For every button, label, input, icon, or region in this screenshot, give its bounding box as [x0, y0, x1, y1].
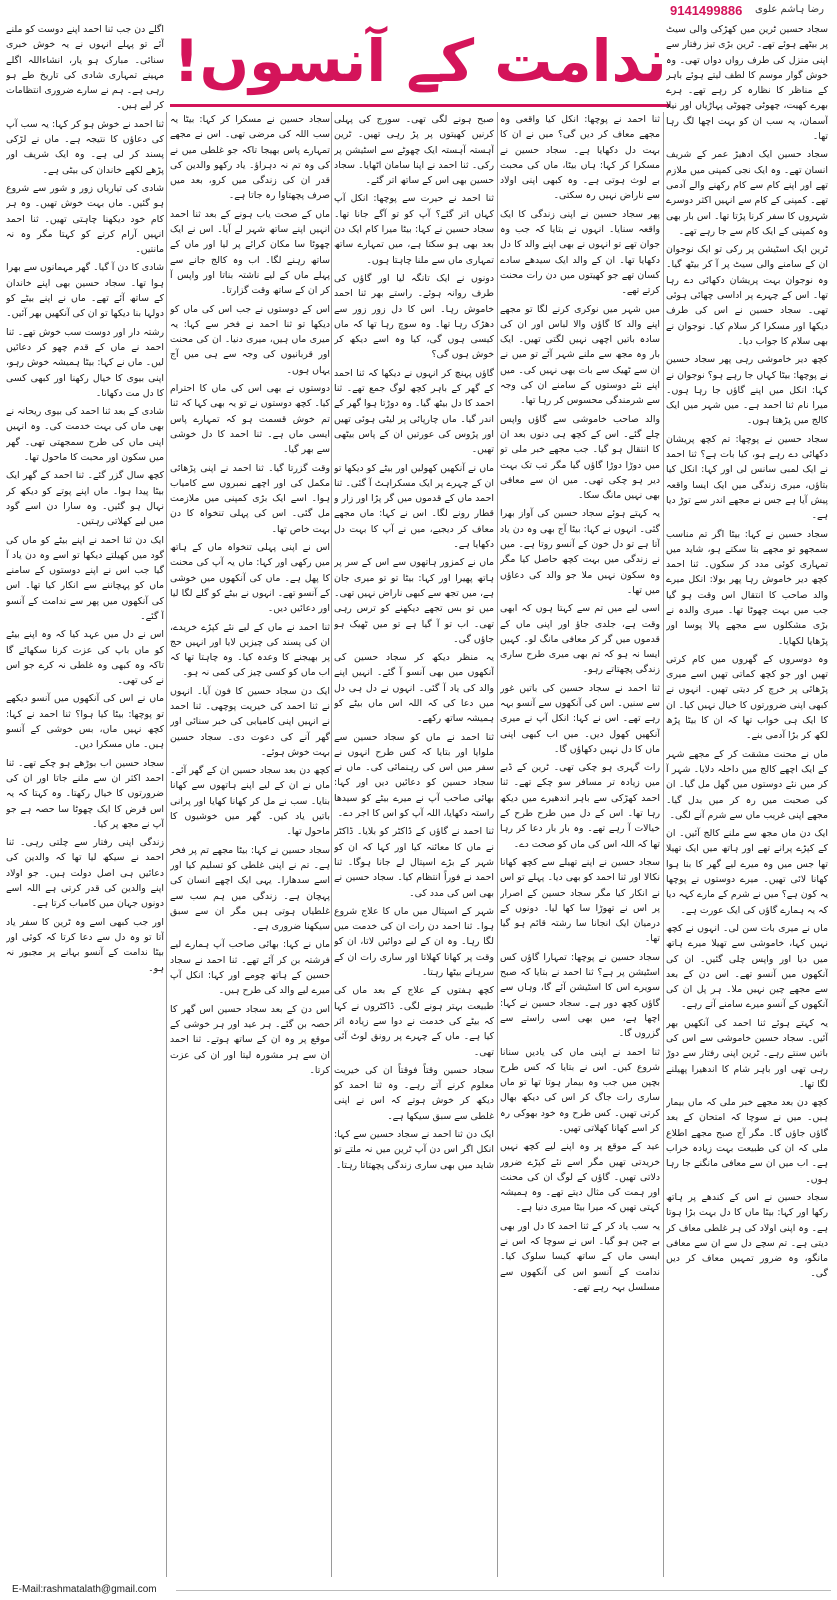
paragraph: دونوں نے ایک تانگہ لیا اور گاؤں کی طرف روانہ ہوئے۔ راستے بھر ثنا احمد خاموش رہا۔ اس کا دل زور زور سے دھڑک رہا تھا۔ وہ سوچ رہا تھا کہ ماں کیسی ہوں گی، کیا وہ اسے دیکھ کر خوش ہوں گی؟: [334, 272, 494, 361]
paragraph: سجاد حسین نے کہا: بیٹا اگر تم مناسب سمجھو تو مجھے بتا سکتے ہو، شاید میں تمہاری کوئی مدد کر سکوں۔ ثنا احمد کچھ دیر خاموش رہا پھر بولا: انکل میرے والد صاحب کا انتقال اس وقت ہو گیا جب میں بہت چھوٹا تھا۔ میری والدہ نے بڑی مشکلوں سے مجھے پالا پوسا اور پڑھایا لکھایا۔: [666, 528, 828, 647]
column-divider: [663, 112, 664, 1577]
paragraph: دوستوں نے بھی اس کی ماں کا احترام کیا۔ کچھ دوستوں نے تو یہ بھی کہا کہ ثنا تم خوش قسمت ہو کہ تمہارے پاس ایسی ماں ہے۔ ثنا احمد کا دل خوشی سے بھر گیا۔: [170, 383, 330, 456]
paragraph: ثنا احمد نے گاؤں کے ڈاکٹر کو بلایا۔ ڈاکٹر نے ماں کا معائنہ کیا اور کہا کہ ان کو شہر کے بڑے اسپتال لے جانا ہوگا۔ ثنا احمد نے فوراً انتظام کیا۔ سجاد حسین نے بھی اس کی مدد کی۔: [334, 826, 494, 899]
paragraph: اسی لیے میں تم سے کہتا ہوں کہ ابھی وقت ہے، جلدی جاؤ اور اپنی ماں کے قدموں میں گر کر معافی مانگ لو۔ کہیں ایسا نہ ہو کہ تم بھی میری طرح ساری زندگی پچھتاتے رہو۔: [500, 603, 660, 676]
paragraph: ماں نے کمزور ہاتھوں سے اس کے سر پر ہاتھ پھیرا اور کہا: بیٹا تو تو میری جان ہے، میں تجھ سے کبھی ناراض نہیں تھی۔ میں تو بس تجھے دیکھنے کو ترس رہی تھی۔ اب تو آ گیا ہے تو میں ٹھیک ہو جاؤں گی۔: [334, 557, 494, 645]
paragraph: ایک دن ماں مجھ سے ملنے کالج آئیں۔ ان کے کپڑے پرانے تھے اور ہاتھ میں ایک تھیلا تھا جس میں وہ میرے لیے گھر کا بنا ہوا کھانا لائی تھیں۔ میرے دوستوں نے پوچھا یہ کون ہے؟ میں نے شرم کے مارے کہہ دیا کہ یہ ہمارے گاؤں کی ایک عورت ہے۔: [666, 828, 828, 916]
paragraph: گاؤں پہنچ کر انہوں نے دیکھا کہ ثنا احمد کے گھر کے باہر کچھ لوگ جمع تھے۔ ثنا احمد کا دل بیٹھ گیا۔ وہ دوڑتا ہوا گھر کے اندر گیا۔ ماں چارپائی پر لیٹی ہوئی تھیں اور پڑوس کی عورتیں ان کے پاس بیٹھی تھیں۔: [334, 367, 494, 456]
paragraph: وقت گزرتا گیا۔ ثنا احمد نے اپنی پڑھائی مکمل کی اور اچھے نمبروں سے کامیاب ہوا۔ اسے ایک بڑی کمپنی میں ملازمت مل گئی۔ اس کی پہلی تنخواہ کا دن بہت خاص تھا۔: [170, 462, 330, 535]
column-divider: [497, 112, 498, 1577]
paragraph: ماں نے میری بات سن لی۔ انہوں نے کچھ نہیں کہا، خاموشی سے تھیلا میرے ہاتھ میں دیا اور واپس چلی گئیں۔ ان کی آنکھوں میں آنسو تھے۔ اس دن کے بعد سے مجھے چین نہیں ملا۔ ہر پل ان کی آنکھوں کے آنسو میرے سامنے آتے رہے۔: [666, 922, 828, 1011]
paragraph: یہ منظر دیکھ کر سجاد حسین کی آنکھوں میں بھی آنسو آ گئے۔ انہیں اپنے والد کی یاد آ گئی۔ انہوں نے دل ہی دل میں دعا کی کہ اللہ اس ماں بیٹے کو ہمیشہ ساتھ رکھے۔: [334, 652, 494, 725]
paragraph: یہ کہتے ہوئے سجاد حسین کی آواز بھرا گئی۔ انہوں نے کہا: بیٹا آج بھی وہ دن یاد آتا ہے تو دل خون کے آنسو روتا ہے۔ میں نے زندگی میں بہت کچھ حاصل کیا مگر وہ سکون نہیں ملا جو والد کی دعاؤں میں تھا۔: [500, 508, 660, 596]
paragraph: یہ سب یاد کر کے ثنا احمد کا دل اور بھی بے چین ہو گیا۔ اس نے سوچا کہ اس نے ایسی ماں کے ساتھ کیسا سلوک کیا۔ ندامت کے آنسو اس کی آنکھوں سے مسلسل بہہ رہے تھے۔: [500, 1220, 660, 1293]
paragraph: ثنا احمد نے خوش ہو کر کہا: یہ سب آپ کی دعاؤں کا نتیجہ ہے۔ ماں نے لڑکی پسند کر لی ہے۔ وہ ایک شریف اور پڑھے لکھے خاندان کی بیٹی ہے۔: [6, 118, 164, 176]
paragraph: کچھ سال گزر گئے۔ ثنا احمد کے گھر ایک بیٹا پیدا ہوا۔ ماں اپنے پوتے کو دیکھ کر نہال ہو گئیں۔ وہ سارا دن اسے گود میں لیے کھلاتی رہتیں۔: [6, 470, 164, 528]
paragraph: میں شہر میں نوکری کرنے لگا تو مجھے اپنے والد کا گاؤں والا لباس اور ان کی سادہ باتیں اچھی نہیں لگتی تھیں۔ ایک بار وہ مجھ سے ملنے شہر آئے تو میں نے ان سے ٹھیک سے بات بھی نہیں کی۔ میں اپنے نئے دوستوں کے سامنے ان کی وجہ سے شرمندگی محسوس کر رہا تھا۔: [500, 303, 660, 407]
paragraph: ماں نے محنت مشقت کر کے مجھے شہر کے ایک اچھے کالج میں داخلہ دلایا۔ شہر آ کر میں نئے دوستوں میں گھل مل گیا۔ ان کی صحبت میں رہ کر میں بدل گیا۔ مجھے اپنی غریب ماں سے شرم آنے لگی۔: [666, 748, 828, 821]
paragraph: ثنا احمد نے ماں کو سجاد حسین سے ملوایا اور بتایا کہ کس طرح انہوں نے سفر میں اس کی رہنمائی کی۔ ماں نے سجاد حسین کو دعائیں دیں اور کہا: بھائی صاحب آپ نے میرے بیٹے کو سیدھا راستہ دکھایا، اللہ آپ کو اس کا اجر دے۔: [334, 731, 494, 820]
paragraph: ماں نے کہا: بھائی صاحب آپ ہمارے لیے فرشتہ بن کر آئے تھے۔ ثنا احمد نے سجاد حسین کے ہاتھ چومے اور کہا: انکل آپ میرے لیے والد کی طرح ہیں۔: [170, 939, 330, 997]
column-divider: [331, 112, 332, 1577]
text-column-3: [334, 112, 494, 1577]
paragraph: شادی کی تیاریاں زور و شور سے شروع ہو گئیں۔ ماں بہت خوش تھیں۔ وہ ہر کام خود دیکھنا چاہتی تھیں۔ ثنا احمد انہیں آرام کرنے کو کہتا مگر وہ نہ مانتیں۔: [6, 182, 164, 256]
text-column-1: [666, 22, 828, 1577]
text-column-2: [500, 112, 660, 1577]
paragraph: ماں نے آنکھیں کھولیں اور بیٹے کو دیکھا تو ان کے چہرے پر ایک مسکراہٹ آ گئی۔ ثنا احمد ماں کے قدموں میں گر پڑا اور زار و قطار رونے لگا۔ اس نے کہا: ماں مجھے معاف کر دیجیے، میں نے آپ کا بہت دل دکھایا ہے۔: [334, 462, 494, 551]
paragraph: سجاد حسین نے اس کے کندھے پر ہاتھ رکھا اور کہا: بیٹا ماں کا دل بہت بڑا ہوتا ہے۔ وہ اپنی اولاد کی ہر غلطی معاف کر دیتی ہے۔ تم سچے دل سے ان سے معافی مانگو، وہ ضرور تمہیں معاف کر دیں گی۔: [666, 1191, 828, 1280]
paragraph: کچھ دیر خاموشی رہی پھر سجاد حسین نے پوچھا: بیٹا کہاں جا رہے ہو؟ نوجوان نے کہا: انکل میں اپنے گاؤں جا رہا ہوں۔ میرا نام ثنا احمد ہے۔ میں شہر میں ایک کالج میں پڑھتا ہوں۔: [666, 354, 828, 427]
paragraph: پھر سجاد حسین نے اپنی زندگی کا ایک واقعہ سنایا۔ انہوں نے بتایا کہ جب وہ جوان تھے تو انہوں نے بھی اپنے والد کا دل دکھایا تھا۔ ان کے والد ایک سیدھے سادے کسان تھے جو کھیتوں میں دن رات محنت کرتے تھے۔: [500, 208, 660, 297]
paragraph: کچھ دن بعد مجھے خبر ملی کہ ماں بیمار ہیں۔ میں نے سوچا کہ امتحان کے بعد گاؤں جاؤں گا۔ مگر آج صبح مجھے اطلاع ملی کہ ان کی طبیعت بہت زیادہ خراب ہے۔ اب میں ان سے معافی مانگنے جا رہا ہوں۔: [666, 1097, 828, 1185]
paragraph: سجاد حسین نے اپنے تھیلے سے کچھ کھانا نکالا اور ثنا احمد کو بھی دیا۔ پہلے تو اس نے انکار کیا مگر سجاد حسین کے اصرار پر اس نے تھوڑا سا کھا لیا۔ دونوں کے درمیان ایک انجانا سا رشتہ قائم ہو گیا تھا۔: [500, 856, 660, 945]
paragraph: رات گہری ہو چکی تھی۔ ٹرین کے ڈبے میں زیادہ تر مسافر سو چکے تھے۔ ثنا احمد کھڑکی سے باہر اندھیرے میں دیکھ رہا تھا۔ اس کے دل میں طرح طرح کے خیالات آ رہے تھے۔ وہ بار بار دعا کر رہا تھا کہ اللہ اس کی ماں کو صحت دے۔: [500, 762, 660, 850]
paragraph: کچھ ہفتوں کے علاج کے بعد ماں کی طبیعت بہتر ہونے لگی۔ ڈاکٹروں نے کہا کہ بیٹے کی خدمت نے دوا سے زیادہ اثر کیا ہے۔ ماں کے چہرے پر رونق لوٹ آئی تھی۔: [334, 985, 494, 1058]
text-column-5: [6, 22, 164, 1577]
footer-rule: [176, 1590, 831, 1591]
paragraph: ٹرین ایک اسٹیشن پر رکی تو ایک نوجوان ان کے سامنے والی سیٹ پر آ کر بیٹھ گیا۔ وہ نوجوان بہت پریشان دکھائی دے رہا تھا۔ اس کے چہرے پر اداسی چھائی ہوئی تھی۔ سجاد حسین نے اس کی طرف دیکھا اور مسکرا کر سلام کیا۔ نوجوان نے بھی سلام کا جواب دیا۔: [666, 244, 828, 347]
paragraph: ماں کے صحت یاب ہونے کے بعد ثنا احمد انہیں اپنے ساتھ شہر لے آیا۔ اس نے ایک چھوٹا سا مکان کرائے پر لیا اور ماں کے ساتھ رہنے لگا۔ اب وہ کالج جانے سے پہلے ماں کے لیے ناشتہ بناتا اور واپس آ کر ان کے ساتھ وقت گزارتا۔: [170, 208, 330, 297]
paragraph: صبح ہونے لگی تھی۔ سورج کی پہلی کرنیں کھیتوں پر پڑ رہی تھیں۔ ٹرین آہستہ آہستہ ایک چھوٹے سے اسٹیشن پر رکی۔ ثنا احمد نے اپنا سامان اٹھایا۔ سجاد حسین بھی اس کے ساتھ اتر گئے۔: [334, 114, 494, 187]
story-title: ندامت کے آنسوں!: [173, 27, 667, 95]
page-footer: [6, 1582, 831, 1600]
paragraph: عید کے موقع پر وہ اپنے لیے کچھ نہیں خریدتی تھیں مگر اسے نئے کپڑے ضرور دلاتی تھیں۔ گاؤں کے لوگ ان کی محنت اور ہمت کی مثال دیتے تھے۔ وہ ہمیشہ کہتی تھیں کہ میرا بیٹا میری دنیا ہے۔: [500, 1141, 660, 1214]
paragraph: ایک دن سجاد حسین کا فون آیا۔ انہوں نے ثنا احمد کی خیریت پوچھی۔ ثنا احمد نے انہیں اپنی کامیابی کی خبر سنائی اور گھر آنے کی دعوت دی۔ سجاد حسین بہت خوش ہوئے۔: [170, 685, 330, 758]
paragraph: ثنا احمد نے حیرت سے پوچھا: انکل آپ کہاں اتر گئے؟ آپ کو تو آگے جانا تھا۔ سجاد حسین نے کہا: بیٹا میرا کام ایک دن بعد بھی ہو سکتا ہے، میں تمہارے ساتھ تمہاری ماں سے ملنا چاہتا ہوں۔: [334, 193, 494, 266]
paragraph: اس کے دوستوں نے جب اس کی ماں کو دیکھا تو ثنا احمد نے فخر سے کہا: یہ میری ماں ہیں، میری دنیا۔ ان کی محنت اور قربانیوں کی وجہ سے ہی میں آج یہاں ہوں۔: [170, 303, 330, 376]
text-column-4: [170, 112, 330, 1577]
paragraph: اگلے دن جب ثنا احمد اپنے دوست کو ملنے آئے تو پہلے انہوں نے یہ خوش خبری سنائی۔ مبارک ہو یار، انشاءاللہ اگلے مہینے تمہاری شادی کی تاریخ طے ہو رہی ہے۔ ہم نے سارے ضروری انتظامات کر لیے ہیں۔: [6, 24, 164, 112]
paragraph: والد صاحب خاموشی سے گاؤں واپس چلے گئے۔ اس کے کچھ ہی دنوں بعد ان کا انتقال ہو گیا۔ جب مجھے خبر ملی تو میں دوڑا دوڑا گاؤں گیا مگر تب تک بہت دیر ہو چکی تھی۔ میں ان سے معافی بھی نہیں مانگ سکا۔: [500, 413, 660, 502]
paragraph: ماں نے اس کی آنکھوں میں آنسو دیکھے تو پوچھا: بیٹا کیا ہوا؟ ثنا احمد نے کہا: کچھ نہیں ماں، بس خوشی کے آنسو ہیں۔ ماں مسکرا دیں۔: [6, 693, 164, 751]
paragraph: اور جب کبھی اسے وہ ٹرین کا سفر یاد آتا تو وہ دل سے دعا کرتا کہ کوئی اور بیٹا ندامت کے آنسو بہانے پر مجبور نہ ہو۔: [6, 916, 164, 974]
paragraph: سجاد حسین ٹرین میں کھڑکی والی سیٹ پر بیٹھے ہوئے تھے۔ ٹرین بڑی تیز رفتار سے اپنی منزل کی طرف رواں دواں تھی۔ وہ خوش گوار موسم کا لطف لیتے ہوئے باہر کے مناظر کا نظارہ کر رہے تھے۔ ہرے بھرے کھیت، چھوٹی چھوٹی پہاڑیاں اور نیلا آسمان، یہ سب ان کو بہت اچھا لگ رہا تھا۔: [666, 24, 828, 143]
paragraph: ثنا احمد نے سجاد حسین کی باتیں غور سے سنیں۔ اس کی آنکھوں سے آنسو بہہ رہے تھے۔ اس نے کہا: انکل آپ نے میری آنکھیں کھول دیں۔ میں اب کبھی اپنی ماں کا دل نہیں دکھاؤں گا۔: [500, 682, 660, 755]
paragraph: زندگی اپنی رفتار سے چلتی رہی۔ ثنا احمد نے سیکھ لیا تھا کہ والدین کی دعائیں ہی اصل دولت ہیں۔ جو اولاد اپنے والدین کی قدر کرتی ہے اللہ اسے دونوں جہان میں کامیاب کرتا ہے۔: [6, 837, 164, 910]
paragraph: سجاد حسین ایک ادھیڑ عمر کے شریف انسان تھے۔ وہ ایک نجی کمپنی میں ملازم تھے اور اپنے کام سے کام رکھنے والے آدمی تھے۔ کمپنی کے کام سے انہیں اکثر دوسرے شہروں کا سفر کرنا پڑتا تھا۔ اس بار بھی وہ کمپنی کے ایک کام سے جا رہے تھے۔: [666, 149, 828, 237]
paragraph: یہ کہتے ہوئے ثنا احمد کی آنکھیں بھر آئیں۔ سجاد حسین خاموشی سے اس کی باتیں سنتے رہے۔ ٹرین اپنی رفتار سے دوڑ رہی تھی اور باہر شام کا اندھیرا پھیلنے لگا تھا۔: [666, 1017, 828, 1090]
paragraph: اس دن کے بعد سجاد حسین اس گھر کا حصہ بن گئے۔ ہر عید اور ہر خوشی کے موقع پر وہ ان کے ساتھ ہوتے۔ ثنا احمد ان سے ہر مشورہ لیتا اور ان کی عزت کرتا۔: [170, 1003, 330, 1076]
column-divider: [166, 112, 167, 1577]
author-byline: رضا ہاشم علوی: [755, 4, 824, 15]
paragraph: سجاد حسین اب بوڑھے ہو چکے تھے۔ ثنا احمد اکثر ان سے ملنے جاتا اور ان کی ضرورتوں کا خیال رکھتا۔ وہ کہتا کہ یہ اس قرض کا ایک چھوٹا سا حصہ ہے جو آپ نے مجھ پر کیا۔: [6, 757, 164, 830]
paragraph: کچھ دن بعد سجاد حسین ان کے گھر آئے۔ ماں نے ان کے لیے اپنے ہاتھوں سے کھانا بنایا۔ سب نے مل کر کھانا کھایا اور پرانی باتیں یاد کیں۔ گھر میں خوشیوں کا ماحول تھا۔: [170, 765, 330, 838]
paragraph: اس نے اپنی پہلی تنخواہ ماں کے ہاتھ میں رکھی اور کہا: ماں یہ آپ کی محنت کا پھل ہے۔ ماں کی آنکھوں میں خوشی کے آنسو تھے۔ انہوں نے بیٹے کو گلے لگا لیا اور دعائیں دیں۔: [170, 542, 330, 615]
paragraph: سجاد حسین وقتاً فوقتاً ان کی خیریت معلوم کرنے آتے رہے۔ وہ ثنا احمد کو دیکھ کر خوش ہوتے کہ اس نے اپنی غلطی سے سبق سیکھا ہے۔: [334, 1064, 494, 1122]
paragraph: سجاد حسین نے پوچھا: تمہارا گاؤں کس اسٹیشن پر ہے؟ ثنا احمد نے بتایا کہ صبح سویرے اس کا اسٹیشن آئے گا، وہاں سے گاؤں کچھ دور ہے۔ سجاد حسین نے کہا: اچھا ہے، میں بھی اسی راستے سے گزروں گا۔: [500, 951, 660, 1040]
paragraph: ثنا احمد نے پوچھا: انکل کیا واقعی وہ مجھے معاف کر دیں گی؟ میں نے ان کا بہت دل دکھایا ہے۔ سجاد حسین نے مسکرا کر کہا: ہاں بیٹا، ماں کی محبت بے لوث ہوتی ہے۔ وہ کبھی اپنی اولاد سے ناراض نہیں رہ سکتی۔: [500, 114, 660, 202]
contact-email[interactable]: E-Mail:rashmatalath@gmail.com: [12, 1584, 157, 1595]
paragraph: شادی کا دن آ گیا۔ گھر مہمانوں سے بھرا ہوا تھا۔ سجاد حسین بھی اپنے خاندان کے ساتھ آئے تھے۔ ماں نے اپنے بیٹے کو دولہا بنا دیکھا تو ان کی آنکھیں بھر آئیں۔: [6, 262, 164, 320]
paragraph: وہ دوسروں کے گھروں میں کام کرتی تھیں اور جو کچھ کماتی تھیں اسے میری پڑھائی پر خرچ کر دیتی تھیں۔ انہوں نے کبھی اپنی ضرورتوں کا خیال نہیں کیا۔ ان کا ایک ہی خواب تھا کہ ان کا بیٹا پڑھ لکھ کر بڑا آدمی بنے۔: [666, 653, 828, 742]
title-underline: [170, 104, 670, 107]
contact-phone: 9141499886: [670, 3, 743, 18]
paragraph: رشتہ دار اور دوست سب خوش تھے۔ ثنا احمد نے ماں کے قدم چھو کر دعائیں لیں۔ ماں نے کہا: بیٹا ہمیشہ خوش رہو، اپنی بیوی کا خیال رکھنا اور کبھی کسی کا دل مت دکھانا۔: [6, 326, 164, 399]
paragraph: ایک دن ثنا احمد نے اپنے بیٹے کو ماں کی گود میں کھیلتے دیکھا تو اسے وہ دن یاد آ گیا جب اس نے اپنے دوستوں کے سامنے ماں کو پہچاننے سے انکار کیا تھا۔ اس کی آنکھوں میں پھر سے ندامت کے آنسو آ گئے۔: [6, 534, 164, 622]
paragraph: سجاد حسین نے کہا: بیٹا مجھے تم پر فخر ہے۔ تم نے اپنی غلطی کو تسلیم کیا اور اسے سدھارا۔ یہی ایک اچھے انسان کی پہچان ہے۔ زندگی میں ہم سب سے غلطیاں ہوتی ہیں مگر ان سے سبق سیکھنا ضروری ہے۔: [170, 844, 330, 933]
paragraph: شادی کے بعد ثنا احمد کی بیوی ریحانہ نے بھی ماں کی بہت خدمت کی۔ وہ انہیں اپنی ماں کی طرح سمجھتی تھی۔ گھر میں سکون اور محبت کا ماحول تھا۔: [6, 406, 164, 464]
paragraph: ثنا احمد نے اپنی ماں کی یادیں سنانا شروع کیں۔ اس نے بتایا کہ کس طرح بچپن میں جب وہ بیمار ہوتا تھا تو ماں ساری رات جاگ کر اس کی دیکھ بھال کرتی تھیں۔ کس طرح وہ خود بھوکی رہ کر اسے کھانا کھلاتی تھیں۔: [500, 1046, 660, 1134]
paragraph: ایک دن ثنا احمد نے سجاد حسین سے کہا: انکل اگر اس دن آپ ٹرین میں نہ ملتے تو شاید میں بھی ساری زندگی پچھتاتا رہتا۔: [334, 1129, 494, 1171]
paragraph: سجاد حسین نے پوچھا: تم کچھ پریشان دکھائی دے رہے ہو، کیا بات ہے؟ ثنا احمد نے ایک لمبی سانس لی اور کہا: انکل کیا بتاؤں، میری زندگی میں ایک ایسا واقعہ پیش آیا ہے جس نے مجھے اندر سے توڑ دیا ہے۔: [666, 433, 828, 522]
paragraph: سجاد حسین نے مسکرا کر کہا: بیٹا یہ سب اللہ کی مرضی تھی۔ اس نے مجھے تمہارے پاس بھیجا تاکہ جو غلطی میں نے کی وہ تم نہ دہراؤ۔ یاد رکھو والدین کی قدر ان کی زندگی میں کرو، بعد میں صرف پچھتاوا رہ جاتا ہے۔: [170, 114, 330, 202]
paragraph: اس نے دل میں عہد کیا کہ وہ اپنے بیٹے کو ماں باپ کی عزت کرنا سکھائے گا تاکہ وہ کبھی وہ غلطی نہ کرے جو اس نے کی تھی۔: [6, 629, 164, 687]
paragraph: ثنا احمد نے ماں کے لیے نئے کپڑے خریدے، ان کی پسند کی چیزیں لایا اور انہیں حج پر بھیجنے کا وعدہ کیا۔ وہ چاہتا تھا کہ اب ماں کو کسی چیز کی کمی نہ ہو۔: [170, 621, 330, 679]
paragraph: شہر کے اسپتال میں ماں کا علاج شروع ہوا۔ ثنا احمد دن رات ان کی خدمت میں لگا رہا۔ وہ ان کے لیے دوائیں لاتا، ان کو وقت پر کھانا کھلاتا اور ساری رات ان کے سرہانے بیٹھا رہتا۔: [334, 905, 494, 979]
